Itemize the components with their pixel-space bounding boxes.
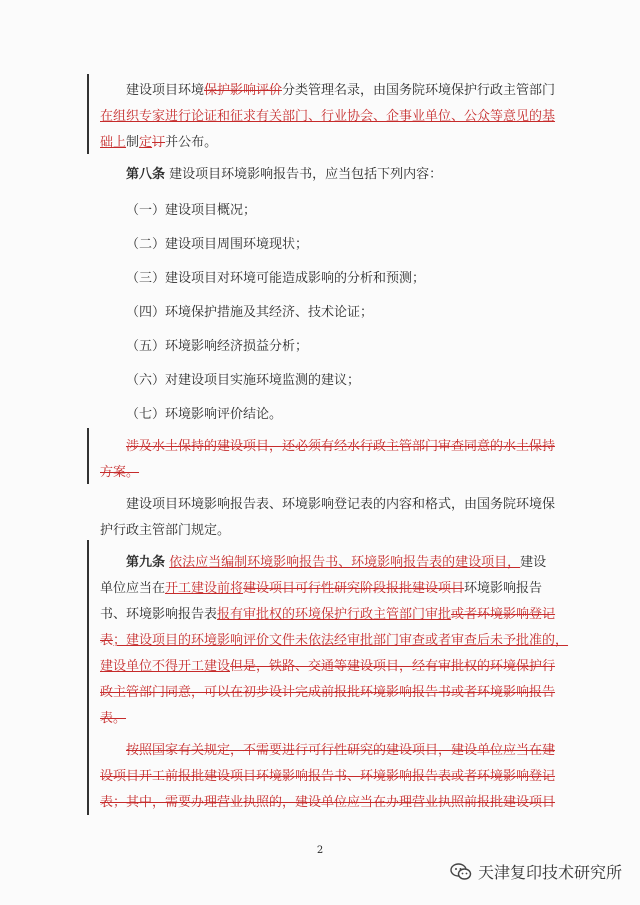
inserted-text: 开工建设前将: [165, 581, 244, 596]
paragraph-form: 建设项目环境影响报告表、环境影响登记表的内容和格式，由国务院环境保: [126, 497, 556, 512]
article-9: [100, 550, 576, 576]
watermark-text: 天津复印技术研究所: [477, 863, 622, 882]
page-number: 2: [316, 845, 324, 856]
deleted-paragraph-2-line2: 设项目开工前报批建设项目环境影响报告书、环境影响报告表或者环境影响登记: [100, 769, 556, 784]
deleted-text: 建设项目可行性研究阶段报批建设项目: [243, 581, 465, 596]
article-9-line3: 书、环境影响报告表报有审批权的环境保护行政主管部门审批或者环境影响登记: [100, 607, 556, 622]
article-9-line5: [100, 654, 556, 680]
deleted-text: 或者环境影响登记: [451, 607, 556, 622]
article-9-line6: 政主管部门同意，可以在初步设计完成前报批环境影响报告书或者环境影响报告: [100, 685, 556, 700]
list-item: （六）对建设项目实施环境监测的建议；: [126, 373, 361, 388]
inserted-text: 在组织专家进行论证和征求有关部门、行业协会、企事业单位、公众等意见的基: [100, 109, 556, 124]
list-item: （五）环境影响经济损益分析；: [126, 339, 309, 354]
inserted-text: 报有审批权的环境保护行政主管部门审批: [217, 607, 452, 622]
inserted-text: 建设单位不得开工建设: [100, 659, 231, 674]
list-item: （二）建设项目周围环境现状；: [126, 237, 309, 252]
text-run: 分类管理名录，由国务院环境保护行政主管部门: [282, 83, 556, 98]
deleted-paragraph-2: 按照国家有关规定，不需要进行可行性研究的建设项目，建设单位应当在建: [126, 743, 556, 758]
paragraph-catalog: [100, 78, 576, 104]
watermark: [450, 860, 622, 883]
list-item: （三）建设项目对环境可能造成影响的分析和预测；: [126, 271, 426, 286]
deleted-text: 保护影响评价: [204, 83, 283, 98]
deleted-paragraph-line2: 方案。: [100, 465, 140, 480]
list-item: （七）环境影响评价结论。: [126, 407, 283, 422]
list-item: （四）环境保护措施及其经济、技术论证；: [126, 305, 374, 320]
list-item: （一）建设项目概况；: [126, 203, 257, 218]
revision-bar: [87, 730, 89, 815]
inserted-text: 依法应当编制环境影响报告书、环境影响报告表的建设项目，: [169, 555, 521, 570]
deleted-paragraph-2-line3: 表；其中，需要办理营业执照的，建设单位应当在办理营业执照前报批建设项目: [100, 795, 556, 810]
inserted-text: ；建设项目的环境影响评价文件未依法经审批部门审查或者审查后未予批准的，: [113, 633, 569, 648]
revision-bar: [87, 540, 89, 730]
deleted-text: 但是，铁路、交通等建设项目，经有审批权的环境保护行: [230, 659, 556, 674]
text-run: 建设项目环境: [126, 83, 205, 98]
article-9-line7: 表。: [100, 711, 127, 726]
article-9-line2: 单位应当在开工建设前将建设项目可行性研究阶段报批建设项目环境影响报告: [100, 581, 543, 596]
wechat-icon: [450, 863, 472, 881]
inserted-text: 础上: [100, 135, 127, 150]
article-8: [100, 162, 576, 188]
article-heading: 第八条: [126, 167, 166, 182]
inserted-text: 定: [139, 135, 153, 150]
revision-bar: [87, 74, 89, 154]
revision-bar: [87, 428, 89, 484]
article-text: 建设项目环境影响报告书，应当包括下列内容：: [169, 167, 443, 182]
text-run: 建设: [520, 555, 547, 570]
paragraph-catalog-line3: [100, 130, 550, 156]
deleted-paragraph: 涉及水土保持的建设项目，还必须有经水行政主管部门审查同意的水土保持: [126, 439, 556, 454]
paragraph-catalog-line2: [100, 104, 556, 130]
text-run: 制: [126, 135, 140, 150]
deleted-text: 订: [152, 135, 166, 150]
article-heading: 第九条: [126, 555, 166, 570]
paragraph-form-line2: 护行政主管部门规定。: [100, 523, 231, 538]
article-9-line4: 表；建设项目的环境影响评价文件未依法经审批部门审查或者审查后未予批准的，: [100, 633, 569, 648]
text-run: 并公布。: [165, 135, 218, 150]
